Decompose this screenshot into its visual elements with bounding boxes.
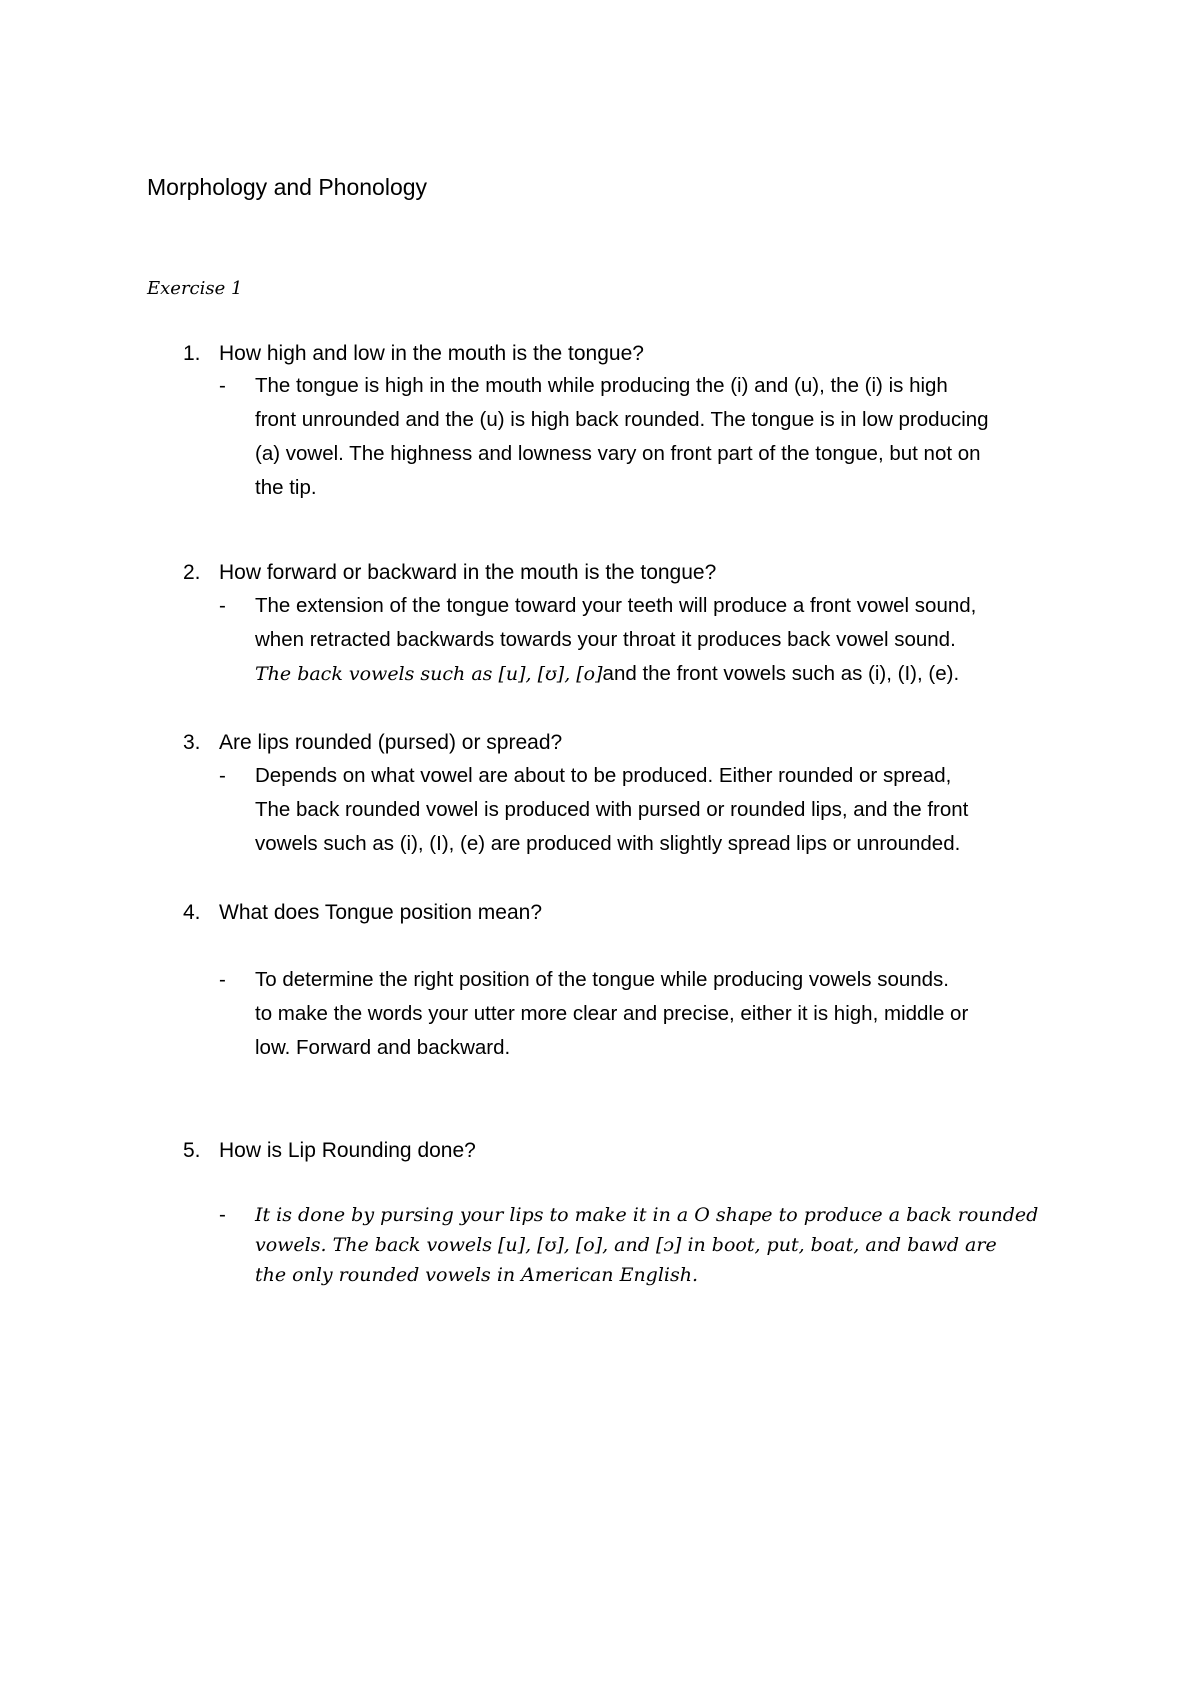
answer-line: the tip. — [255, 476, 317, 499]
answer-line: Depends on what vowel are about to be produced. Either rounded or spread, — [255, 764, 952, 787]
answer-line: vowels such as (i), (I), (e) are produced with slightly spread lips or unrounded. — [255, 832, 961, 855]
answer-dash: - — [219, 374, 226, 397]
exercise-label: Exercise 1 — [147, 278, 243, 299]
question-number: 1. — [183, 342, 201, 365]
answer-line: (a) vowel. The highness and lowness vary on front part of the tongue, but not on — [255, 442, 981, 465]
answer-line: front unrounded and the (u) is high back rounded. The tongue is in low producing — [255, 408, 989, 431]
answer-dash: - — [219, 594, 226, 617]
answer-dash: - — [219, 1203, 226, 1226]
question-number: 5. — [183, 1139, 201, 1162]
answer-line: The extension of the tongue toward your teeth will produce a front vowel sound, — [255, 594, 977, 617]
question-text: How is Lip Rounding done? — [219, 1139, 476, 1162]
question-number: 3. — [183, 731, 201, 754]
question-text: How high and low in the mouth is the tongue? — [219, 342, 644, 365]
answer-line: The tongue is high in the mouth while producing the (i) and (u), the (i) is high — [255, 374, 948, 397]
answer-line: when retracted backwards towards your throat it produces back vowel sound. — [255, 628, 956, 651]
answer-italic-segment: The back vowels such as [u], [ʊ], [o] — [255, 663, 603, 685]
question-text: What does Tongue position mean? — [219, 901, 542, 924]
question-text: Are lips rounded (pursed) or spread? — [219, 731, 563, 754]
answer-line: vowels. The back vowels [u], [ʊ], [o], and [ɔ] in boot, put, boat, and bawd are — [255, 1234, 997, 1256]
question-number: 2. — [183, 561, 201, 584]
answer-line: the only rounded vowels in American English. — [255, 1264, 699, 1286]
question-number: 4. — [183, 901, 201, 924]
document-title: Morphology and Phonology — [147, 174, 428, 200]
answer-line: It is done by pursing your lips to make it in a O shape to produce a back rounded — [255, 1204, 1039, 1226]
answer-line — [255, 657, 1075, 691]
answer-line: To determine the right position of the tongue while producing vowels sounds. — [255, 968, 950, 991]
answer-line: low. Forward and backward. — [255, 1036, 511, 1059]
answer-dash: - — [219, 968, 226, 991]
answer-line: The back rounded vowel is produced with pursed or rounded lips, and the front — [255, 798, 969, 821]
answer-plain-segment: and the front vowels such as (i), (I), (e). — [602, 662, 960, 685]
answer-line: to make the words your utter more clear and precise, either it is high, middle or — [255, 1002, 969, 1025]
question-text: How forward or backward in the mouth is the tongue? — [219, 561, 717, 584]
answer-dash: - — [219, 764, 226, 787]
